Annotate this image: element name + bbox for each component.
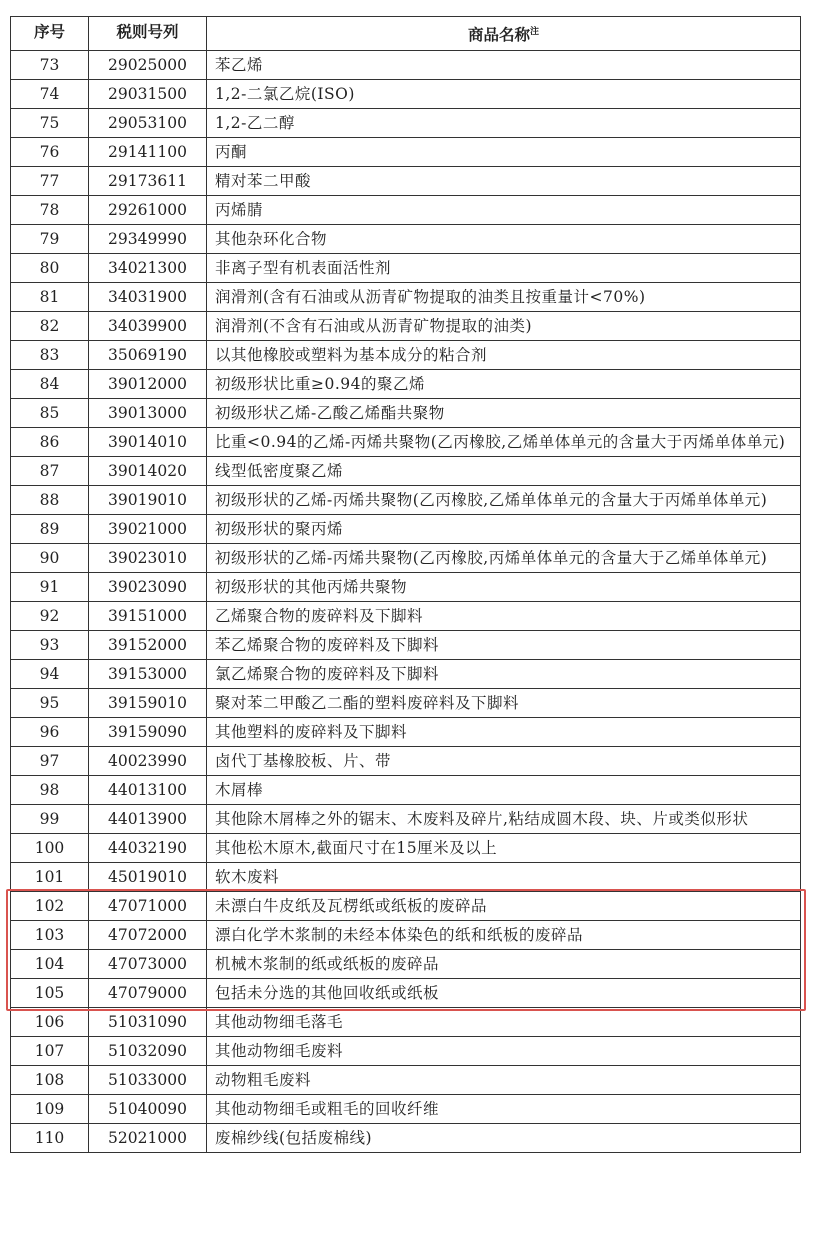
table-row xyxy=(11,718,801,747)
row-code: 39019010 xyxy=(89,486,207,515)
row-name: 比重<0.94的乙烯-丙烯共聚物(乙丙橡胶,乙烯单体单元的含量大于丙烯单体单元) xyxy=(207,428,801,457)
table-row xyxy=(11,834,801,863)
row-code: 44013900 xyxy=(89,805,207,834)
table-row xyxy=(11,689,801,718)
row-seq: 109 xyxy=(11,1095,89,1124)
table-row xyxy=(11,254,801,283)
row-seq: 86 xyxy=(11,428,89,457)
row-seq: 79 xyxy=(11,225,89,254)
tariff-table xyxy=(10,16,801,1153)
row-name: 其他动物细毛或粗毛的回收纤维 xyxy=(207,1095,801,1124)
row-seq: 73 xyxy=(11,51,89,80)
row-name: 线型低密度聚乙烯 xyxy=(207,457,801,486)
row-seq: 82 xyxy=(11,312,89,341)
row-code: 45019010 xyxy=(89,863,207,892)
table-row xyxy=(11,167,801,196)
row-seq: 110 xyxy=(11,1124,89,1153)
row-seq: 75 xyxy=(11,109,89,138)
row-name: 苯乙烯聚合物的废碎料及下脚料 xyxy=(207,631,801,660)
header-name xyxy=(207,17,801,51)
table-row xyxy=(11,892,801,921)
table-row xyxy=(11,428,801,457)
row-code: 34031900 xyxy=(89,283,207,312)
row-name: 丙烯腈 xyxy=(207,196,801,225)
row-name: 卤代丁基橡胶板、片、带 xyxy=(207,747,801,776)
row-name: 漂白化学木浆制的未经本体染色的纸和纸板的废碎品 xyxy=(207,921,801,950)
row-code: 39012000 xyxy=(89,370,207,399)
row-code: 29173611 xyxy=(89,167,207,196)
table-row xyxy=(11,631,801,660)
row-name: 未漂白牛皮纸及瓦楞纸或纸板的废碎品 xyxy=(207,892,801,921)
row-name: 初级形状比重≥0.94的聚乙烯 xyxy=(207,370,801,399)
table-row xyxy=(11,863,801,892)
row-seq: 104 xyxy=(11,950,89,979)
header-seq: 序号 xyxy=(11,17,89,51)
row-seq: 87 xyxy=(11,457,89,486)
row-seq: 81 xyxy=(11,283,89,312)
row-code: 39159010 xyxy=(89,689,207,718)
row-name: 其他除木屑棒之外的锯末、木废料及碎片,粘结成圆木段、块、片或类似形状 xyxy=(207,805,801,834)
row-seq: 89 xyxy=(11,515,89,544)
table-row xyxy=(11,921,801,950)
row-code: 39013000 xyxy=(89,399,207,428)
table-row xyxy=(11,1095,801,1124)
table-row xyxy=(11,341,801,370)
row-seq: 85 xyxy=(11,399,89,428)
row-code: 44013100 xyxy=(89,776,207,805)
row-seq: 91 xyxy=(11,573,89,602)
row-seq: 74 xyxy=(11,80,89,109)
row-code: 44032190 xyxy=(89,834,207,863)
row-seq: 80 xyxy=(11,254,89,283)
table-row xyxy=(11,80,801,109)
row-seq: 99 xyxy=(11,805,89,834)
row-code: 29261000 xyxy=(89,196,207,225)
row-name: 氯乙烯聚合物的废碎料及下脚料 xyxy=(207,660,801,689)
row-name: 其他动物细毛废料 xyxy=(207,1037,801,1066)
row-seq: 101 xyxy=(11,863,89,892)
row-code: 39152000 xyxy=(89,631,207,660)
header-name-text: 商品名称 xyxy=(467,26,530,45)
row-name: 初级形状的聚丙烯 xyxy=(207,515,801,544)
row-name: 废棉纱线(包括废棉线) xyxy=(207,1124,801,1153)
table-row xyxy=(11,1008,801,1037)
row-seq: 105 xyxy=(11,979,89,1008)
row-code: 39159090 xyxy=(89,718,207,747)
table-row xyxy=(11,602,801,631)
row-name: 1,2-二氯乙烷(ISO) xyxy=(207,80,801,109)
row-seq: 88 xyxy=(11,486,89,515)
table-row xyxy=(11,109,801,138)
row-seq: 103 xyxy=(11,921,89,950)
table-row xyxy=(11,515,801,544)
table-row xyxy=(11,979,801,1008)
row-code: 29025000 xyxy=(89,51,207,80)
row-code: 47072000 xyxy=(89,921,207,950)
row-seq: 107 xyxy=(11,1037,89,1066)
table-row xyxy=(11,776,801,805)
row-seq: 84 xyxy=(11,370,89,399)
table-row xyxy=(11,544,801,573)
row-name: 苯乙烯 xyxy=(207,51,801,80)
row-name: 非离子型有机表面活性剂 xyxy=(207,254,801,283)
table-row xyxy=(11,1066,801,1095)
row-seq: 100 xyxy=(11,834,89,863)
row-code: 40023990 xyxy=(89,747,207,776)
row-code: 47073000 xyxy=(89,950,207,979)
tariff-table-container xyxy=(10,16,800,1153)
table-row xyxy=(11,225,801,254)
row-seq: 106 xyxy=(11,1008,89,1037)
row-name: 其他松木原木,截面尺寸在15厘米及以上 xyxy=(207,834,801,863)
row-code: 29349990 xyxy=(89,225,207,254)
table-row xyxy=(11,1124,801,1153)
row-seq: 102 xyxy=(11,892,89,921)
row-seq: 78 xyxy=(11,196,89,225)
table-row xyxy=(11,283,801,312)
row-code: 39014020 xyxy=(89,457,207,486)
row-name: 乙烯聚合物的废碎料及下脚料 xyxy=(207,602,801,631)
table-row xyxy=(11,950,801,979)
table-row xyxy=(11,370,801,399)
row-seq: 95 xyxy=(11,689,89,718)
row-code: 39014010 xyxy=(89,428,207,457)
row-seq: 97 xyxy=(11,747,89,776)
row-code: 47079000 xyxy=(89,979,207,1008)
row-name: 丙酮 xyxy=(207,138,801,167)
table-row xyxy=(11,805,801,834)
row-name: 其他杂环化合物 xyxy=(207,225,801,254)
row-name: 机械木浆制的纸或纸板的废碎品 xyxy=(207,950,801,979)
row-code: 35069190 xyxy=(89,341,207,370)
table-row xyxy=(11,138,801,167)
row-code: 34021300 xyxy=(89,254,207,283)
row-seq: 93 xyxy=(11,631,89,660)
table-body xyxy=(11,51,801,1153)
row-seq: 108 xyxy=(11,1066,89,1095)
table-row xyxy=(11,660,801,689)
row-name: 初级形状的乙烯-丙烯共聚物(乙丙橡胶,丙烯单体单元的含量大于乙烯单体单元) xyxy=(207,544,801,573)
table-row xyxy=(11,747,801,776)
table-row xyxy=(11,573,801,602)
row-name: 精对苯二甲酸 xyxy=(207,167,801,196)
table-row xyxy=(11,457,801,486)
table-row xyxy=(11,486,801,515)
row-name: 包括未分选的其他回收纸或纸板 xyxy=(207,979,801,1008)
row-seq: 77 xyxy=(11,167,89,196)
row-name: 以其他橡胶或塑料为基本成分的粘合剂 xyxy=(207,341,801,370)
table-row xyxy=(11,51,801,80)
row-name: 润滑剂(含有石油或从沥青矿物提取的油类且按重量计<70%) xyxy=(207,283,801,312)
row-name: 其他塑料的废碎料及下脚料 xyxy=(207,718,801,747)
row-name: 初级形状的乙烯-丙烯共聚物(乙丙橡胶,乙烯单体单元的含量大于丙烯单体单元) xyxy=(207,486,801,515)
row-code: 29031500 xyxy=(89,80,207,109)
row-name: 初级形状的其他丙烯共聚物 xyxy=(207,573,801,602)
row-code: 29141100 xyxy=(89,138,207,167)
row-code: 39023010 xyxy=(89,544,207,573)
header-code: 税则号列 xyxy=(89,17,207,51)
row-name: 动物粗毛废料 xyxy=(207,1066,801,1095)
table-row xyxy=(11,196,801,225)
row-code: 39023090 xyxy=(89,573,207,602)
row-name: 软木废料 xyxy=(207,863,801,892)
row-seq: 90 xyxy=(11,544,89,573)
row-seq: 96 xyxy=(11,718,89,747)
row-name: 1,2-乙二醇 xyxy=(207,109,801,138)
row-code: 39153000 xyxy=(89,660,207,689)
row-code: 52021000 xyxy=(89,1124,207,1153)
row-seq: 92 xyxy=(11,602,89,631)
row-code: 51032090 xyxy=(89,1037,207,1066)
row-code: 34039900 xyxy=(89,312,207,341)
row-name: 其他动物细毛落毛 xyxy=(207,1008,801,1037)
row-name: 聚对苯二甲酸乙二酯的塑料废碎料及下脚料 xyxy=(207,689,801,718)
table-header-row xyxy=(11,17,801,51)
row-code: 47071000 xyxy=(89,892,207,921)
row-code: 51033000 xyxy=(89,1066,207,1095)
header-name-footnote: 注 xyxy=(530,27,540,37)
row-code: 29053100 xyxy=(89,109,207,138)
row-code: 51031090 xyxy=(89,1008,207,1037)
table-row xyxy=(11,399,801,428)
row-seq: 98 xyxy=(11,776,89,805)
row-code: 39151000 xyxy=(89,602,207,631)
row-code: 51040090 xyxy=(89,1095,207,1124)
row-name: 木屑棒 xyxy=(207,776,801,805)
row-seq: 76 xyxy=(11,138,89,167)
row-name: 初级形状乙烯-乙酸乙烯酯共聚物 xyxy=(207,399,801,428)
row-code: 39021000 xyxy=(89,515,207,544)
row-name: 润滑剂(不含有石油或从沥青矿物提取的油类) xyxy=(207,312,801,341)
row-seq: 94 xyxy=(11,660,89,689)
table-row xyxy=(11,1037,801,1066)
table-row xyxy=(11,312,801,341)
row-seq: 83 xyxy=(11,341,89,370)
